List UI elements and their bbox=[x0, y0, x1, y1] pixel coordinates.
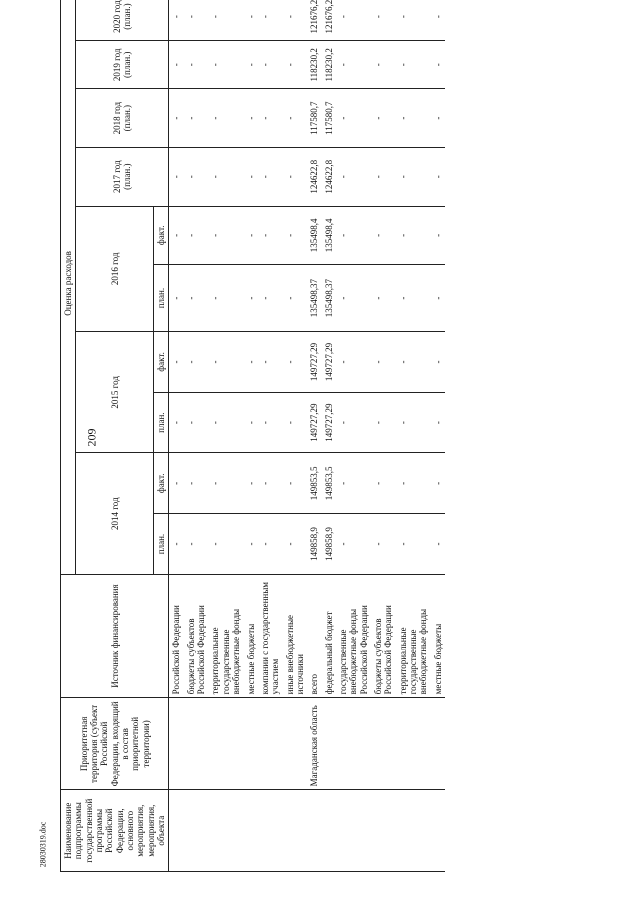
value-cell: - bbox=[283, 332, 308, 393]
source-cell: бюджеты субъектов Российской Федерации bbox=[184, 574, 209, 697]
value-cell: - bbox=[396, 453, 431, 514]
value-cell: - bbox=[208, 332, 243, 393]
value-cell: - bbox=[431, 453, 445, 514]
value-cell: - bbox=[258, 89, 283, 148]
value-cell: - bbox=[336, 41, 371, 89]
header-2016-fact: факт. bbox=[154, 206, 169, 265]
value-cell: 135498,4 bbox=[322, 206, 336, 265]
value-cell: - bbox=[431, 332, 445, 393]
source-cell: государственные внебюджетные фонды Российской Федерации bbox=[336, 574, 371, 697]
value-cell: - bbox=[283, 206, 308, 265]
value-cell: - bbox=[169, 265, 184, 332]
value-cell: - bbox=[169, 453, 184, 514]
value-cell: - bbox=[371, 514, 396, 575]
value-cell: - bbox=[208, 265, 243, 332]
value-cell: - bbox=[184, 41, 209, 89]
value-cell: 124622,8 bbox=[322, 147, 336, 206]
value-cell: - bbox=[184, 332, 209, 393]
header-2014-fact: факт. bbox=[154, 453, 169, 514]
value-cell: 124622,8 bbox=[307, 147, 321, 206]
header-estimate: Оценка расходов bbox=[61, 0, 76, 574]
value-cell: 149727,29 bbox=[322, 392, 336, 453]
source-cell: всего bbox=[307, 574, 321, 697]
value-cell: - bbox=[244, 265, 258, 332]
value-cell: - bbox=[244, 453, 258, 514]
header-2016: 2016 год bbox=[76, 206, 154, 332]
value-cell: - bbox=[431, 392, 445, 453]
value-cell: 121676,2 bbox=[307, 0, 321, 41]
value-cell: 149853,5 bbox=[307, 453, 321, 514]
value-cell: 149858,9 bbox=[322, 514, 336, 575]
header-name: Наименование подпрограммы государственной программы Российской Федерации, основного мероприятия, мероприятия, объекта bbox=[61, 790, 169, 872]
value-cell: - bbox=[431, 89, 445, 148]
value-cell: - bbox=[396, 41, 431, 89]
value-cell: - bbox=[396, 147, 431, 206]
value-cell: - bbox=[371, 392, 396, 453]
value-cell: - bbox=[258, 206, 283, 265]
value-cell: - bbox=[371, 0, 396, 41]
value-cell: - bbox=[336, 206, 371, 265]
value-cell: - bbox=[336, 392, 371, 453]
value-cell: - bbox=[371, 147, 396, 206]
value-cell: - bbox=[258, 392, 283, 453]
value-cell: - bbox=[244, 514, 258, 575]
value-cell: - bbox=[431, 41, 445, 89]
value-cell: - bbox=[208, 0, 243, 41]
value-cell: - bbox=[244, 392, 258, 453]
value-cell: - bbox=[396, 332, 431, 393]
territory-cell: Магаданская область bbox=[307, 698, 445, 790]
value-cell: - bbox=[169, 41, 184, 89]
value-cell: - bbox=[396, 206, 431, 265]
value-cell: - bbox=[244, 206, 258, 265]
value-cell: 117580,7 bbox=[322, 89, 336, 148]
source-cell: бюджеты субъектов Российской Федерации bbox=[371, 574, 396, 697]
value-cell: - bbox=[336, 514, 371, 575]
header-2014: 2014 год bbox=[76, 453, 154, 574]
value-cell: 149727,29 bbox=[307, 332, 321, 393]
value-cell: - bbox=[184, 206, 209, 265]
value-cell: - bbox=[184, 147, 209, 206]
value-cell: - bbox=[169, 0, 184, 41]
value-cell: - bbox=[336, 0, 371, 41]
value-cell: - bbox=[169, 206, 184, 265]
value-cell: - bbox=[208, 147, 243, 206]
value-cell: - bbox=[431, 147, 445, 206]
table-row bbox=[169, 0, 184, 872]
header-territory: Приоритетная территория (субъект Российской Федерации, входящий в состав приоритетной территории) bbox=[61, 698, 169, 790]
value-cell: - bbox=[258, 147, 283, 206]
value-cell: - bbox=[208, 89, 243, 148]
value-cell: 135498,37 bbox=[307, 265, 321, 332]
program-name-cell bbox=[307, 790, 445, 872]
value-cell: - bbox=[396, 514, 431, 575]
value-cell: 149727,29 bbox=[307, 392, 321, 453]
value-cell: - bbox=[371, 453, 396, 514]
value-cell: - bbox=[283, 89, 308, 148]
value-cell: - bbox=[208, 206, 243, 265]
source-cell: Российской Федерации bbox=[169, 574, 184, 697]
value-cell: - bbox=[169, 89, 184, 148]
header-2015-fact: факт. bbox=[154, 332, 169, 393]
header-2018: 2018 год (план.) bbox=[76, 89, 169, 148]
value-cell: - bbox=[208, 514, 243, 575]
value-cell: - bbox=[396, 89, 431, 148]
value-cell: - bbox=[371, 265, 396, 332]
value-cell: - bbox=[336, 453, 371, 514]
header-2019: 2019 год (план.) bbox=[76, 41, 169, 89]
value-cell: 121676,2 bbox=[322, 0, 336, 41]
document-code: 28030319.doc bbox=[38, 821, 48, 868]
source-cell: местные бюджеты bbox=[244, 574, 258, 697]
value-cell: - bbox=[336, 332, 371, 393]
value-cell: 149853,5 bbox=[322, 453, 336, 514]
source-cell: местные бюджеты bbox=[431, 574, 445, 697]
expenditure-table bbox=[60, 0, 445, 872]
value-cell: - bbox=[169, 514, 184, 575]
source-cell: федеральный бюджет bbox=[322, 574, 336, 697]
table-row bbox=[307, 0, 321, 872]
header-2015: 2015 год bbox=[76, 332, 154, 453]
source-cell: компании с государственным участием bbox=[258, 574, 283, 697]
value-cell: - bbox=[283, 0, 308, 41]
value-cell: - bbox=[184, 265, 209, 332]
value-cell: - bbox=[283, 453, 308, 514]
value-cell: - bbox=[184, 514, 209, 575]
value-cell: - bbox=[258, 332, 283, 393]
header-2014-plan: план. bbox=[154, 514, 169, 575]
value-cell: - bbox=[169, 392, 184, 453]
value-cell: - bbox=[244, 0, 258, 41]
value-cell: - bbox=[184, 0, 209, 41]
page-number: 209 bbox=[84, 428, 99, 447]
header-source: Источник финансирования bbox=[61, 574, 169, 697]
value-cell: - bbox=[336, 89, 371, 148]
value-cell: 118230,2 bbox=[322, 41, 336, 89]
value-cell: - bbox=[336, 265, 371, 332]
value-cell: - bbox=[244, 41, 258, 89]
value-cell: - bbox=[431, 0, 445, 41]
value-cell: - bbox=[283, 514, 308, 575]
value-cell: - bbox=[258, 0, 283, 41]
value-cell: 149727,29 bbox=[322, 332, 336, 393]
header-2015-plan: план. bbox=[154, 392, 169, 453]
territory-cell bbox=[169, 698, 307, 790]
value-cell: - bbox=[396, 0, 431, 41]
value-cell: - bbox=[283, 265, 308, 332]
value-cell: - bbox=[371, 41, 396, 89]
value-cell: - bbox=[208, 453, 243, 514]
value-cell: - bbox=[371, 332, 396, 393]
value-cell: - bbox=[396, 265, 431, 332]
value-cell: - bbox=[169, 332, 184, 393]
value-cell: - bbox=[208, 41, 243, 89]
value-cell: - bbox=[208, 392, 243, 453]
value-cell: 118230,2 bbox=[307, 41, 321, 89]
value-cell: - bbox=[431, 206, 445, 265]
value-cell: - bbox=[371, 89, 396, 148]
value-cell: - bbox=[258, 265, 283, 332]
value-cell: 149858,9 bbox=[307, 514, 321, 575]
value-cell: - bbox=[244, 332, 258, 393]
table-body bbox=[169, 0, 445, 872]
value-cell: 117580,7 bbox=[307, 89, 321, 148]
value-cell: - bbox=[184, 89, 209, 148]
source-cell: территориальные государственные внебюджетные фонды bbox=[396, 574, 431, 697]
program-name-cell bbox=[169, 790, 307, 872]
value-cell: - bbox=[258, 514, 283, 575]
value-cell: - bbox=[283, 41, 308, 89]
value-cell: - bbox=[283, 147, 308, 206]
value-cell: - bbox=[336, 147, 371, 206]
header-2017: 2017 год (план.) bbox=[76, 147, 169, 206]
value-cell: - bbox=[184, 392, 209, 453]
value-cell: - bbox=[371, 206, 396, 265]
value-cell: - bbox=[184, 453, 209, 514]
source-cell: иные внебюджетные источники bbox=[283, 574, 308, 697]
expenditure-table-container bbox=[60, 0, 580, 872]
value-cell: - bbox=[258, 453, 283, 514]
value-cell: - bbox=[431, 265, 445, 332]
source-cell: территориальные государственные внебюджетные фонды bbox=[208, 574, 243, 697]
value-cell: - bbox=[396, 392, 431, 453]
value-cell: - bbox=[258, 41, 283, 89]
value-cell: - bbox=[244, 147, 258, 206]
value-cell: - bbox=[431, 514, 445, 575]
header-2016-plan: план. bbox=[154, 265, 169, 332]
value-cell: 135498,37 bbox=[322, 265, 336, 332]
header-2020: 2020 год (план.) bbox=[76, 0, 169, 41]
value-cell: - bbox=[283, 392, 308, 453]
value-cell: - bbox=[169, 147, 184, 206]
value-cell: 135498,4 bbox=[307, 206, 321, 265]
value-cell: - bbox=[244, 89, 258, 148]
